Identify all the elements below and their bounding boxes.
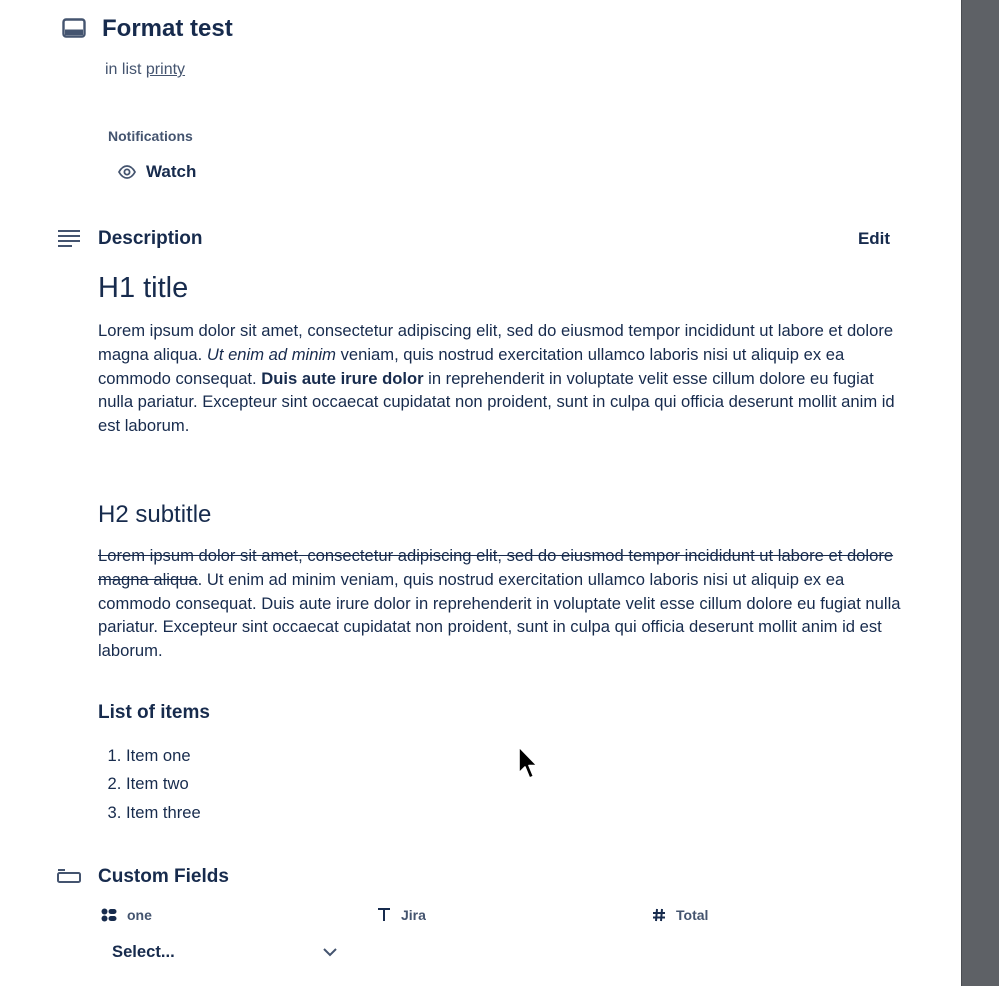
edit-description-button[interactable]: Edit bbox=[857, 229, 891, 248]
chevron-down-icon bbox=[322, 947, 338, 957]
field-one bbox=[101, 906, 152, 924]
h1-title: H1 title bbox=[98, 272, 189, 304]
description-body[interactable] bbox=[98, 268, 908, 822]
list-item: 2. Item two bbox=[126, 770, 201, 798]
select-placeholder: Select... bbox=[112, 942, 175, 961]
description-icon bbox=[58, 230, 80, 248]
card-icon bbox=[62, 18, 86, 40]
bold-text: Duis aute irure dolor bbox=[261, 368, 424, 388]
ordered-list bbox=[98, 742, 201, 827]
field-one-select[interactable] bbox=[100, 934, 350, 970]
paragraph-2: Lorem ipsum dolor sit amet, consectetur adipiscing elit, sed do eiusmod tempor incididunt ut labore et dolore magna aliqua. Ut enim ad minim veniam, quis nostrud exercitation ullamco laboris nisi ut aliquip ex ea commodo consequat. Duis aute irure dolor in reprehenderit in voluptate velit esse cillum dolore eu fugiat nulla pariatur. Excepteur sint occaecat cupidatat non proident, sunt in culpa qui officia deserunt mollit anim id est laborum. bbox=[98, 546, 901, 661]
paragraph-1: Lorem ipsum dolor sit amet, consectetur adipiscing elit, sed do eiusmod tempor incididunt ut labore et dolore magna aliqua. Ut enim ad minim veniam, quis nostrud exercitation ullamco laboris nisi ut aliquip ex ea commodo consequat. Duis aute irure dolor in reprehenderit in voluptate velit esse cillum dolore eu fugiat nulla pariatur. Excepteur sint occaecat cupidatat non proident, sunt in culpa qui officia deserunt mollit anim id est laborum. bbox=[98, 321, 895, 436]
field-label: Total bbox=[676, 907, 709, 923]
h2-subtitle: H2 subtitle bbox=[98, 501, 212, 528]
custom-fields-heading: Custom Fields bbox=[98, 866, 229, 887]
list-item: 1. Item one bbox=[126, 742, 201, 770]
text-field-icon bbox=[377, 908, 391, 922]
field-label: one bbox=[127, 907, 152, 923]
list-item: 3. Item three bbox=[126, 799, 201, 827]
field-label: Jira bbox=[401, 907, 426, 923]
list-heading: List of items bbox=[98, 702, 210, 723]
card-list-info bbox=[105, 60, 185, 80]
italic-text: Ut enim ad minim bbox=[206, 344, 336, 364]
custom-fields-icon bbox=[57, 868, 81, 884]
side-panel-overlay bbox=[961, 0, 999, 986]
field-jira bbox=[377, 906, 426, 924]
strikethrough-text: Lorem ipsum dolor sit amet, consectetur adipiscing elit, sed do eiusmod tempor incididunt ut labore et dolore magna aliqua bbox=[98, 546, 894, 589]
field-total bbox=[652, 906, 708, 924]
eye-icon bbox=[118, 165, 136, 179]
watch-label: Watch bbox=[146, 162, 197, 181]
card-title[interactable]: Format test bbox=[102, 15, 233, 42]
mouse-cursor-icon bbox=[517, 746, 541, 784]
description-heading: Description bbox=[98, 228, 203, 249]
notifications-label: Notifications bbox=[108, 128, 193, 144]
number-hash-icon bbox=[652, 908, 666, 922]
watch-button[interactable] bbox=[110, 158, 204, 186]
list-dropdown-icon bbox=[101, 908, 117, 922]
in-list-prefix: in list bbox=[105, 61, 142, 78]
list-link[interactable]: printy bbox=[145, 61, 186, 78]
